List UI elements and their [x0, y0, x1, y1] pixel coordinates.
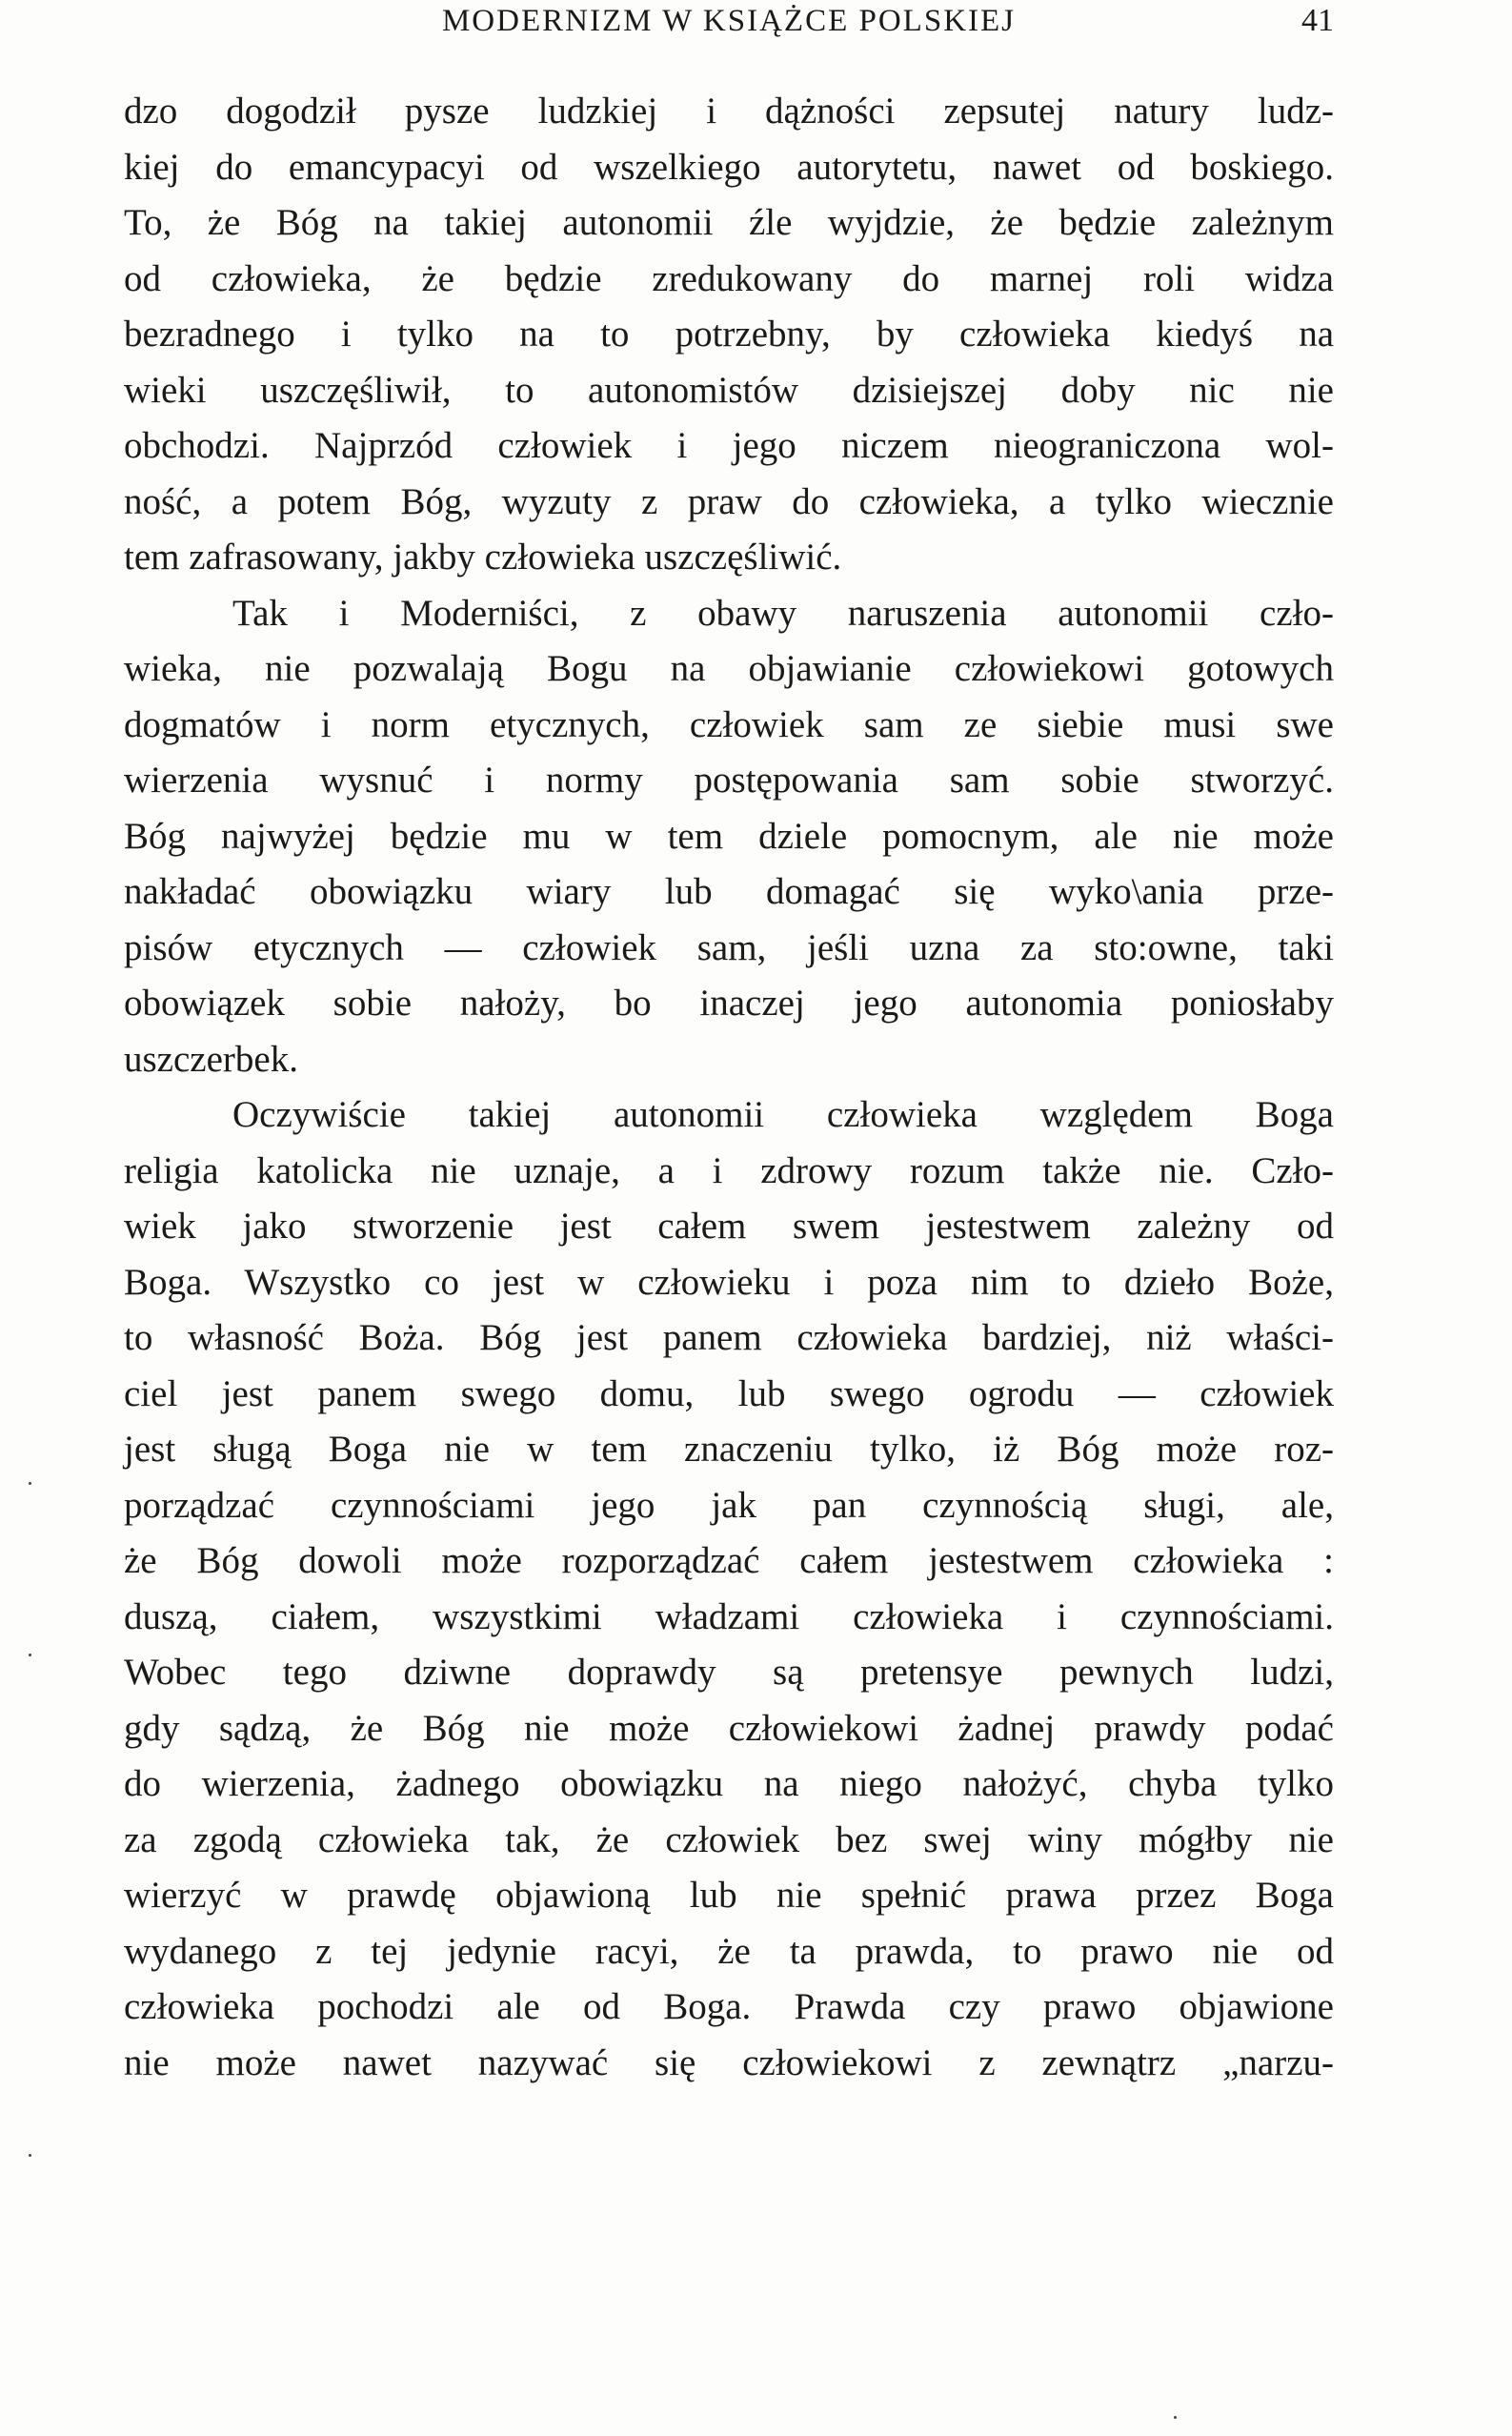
body-text [124, 84, 1334, 2091]
text-line: pisów etycznych — człowiek sam, jeśli uzna za sto:owne, taki [124, 926, 1334, 968]
text-line: To, że Bóg na takiej autonomii źle wyjdzie, że będzie zależnym [124, 202, 1334, 243]
text-line: Bóg najwyżej będzie mu w tem dziele pomocnym, ale nie może [124, 815, 1334, 857]
text-line: tem zafrasowany, jakby człowieka uszczęśliwić. [124, 537, 842, 578]
text-line: obowiązek sobie nałoży, bo inaczej jego autonomia poniosłaby [124, 983, 1334, 1024]
print-speck [29, 1482, 31, 1485]
text-line: obchodzi. Najprzód człowiek i jego niczem nieograniczona wol- [124, 425, 1334, 466]
print-speck [29, 2154, 31, 2157]
text-line: bezradnego i tylko na to potrzebny, by człowieka kiedyś na [124, 314, 1334, 355]
text-line: człowieka pochodzi ale od Boga. Prawda czy prawo objawione [124, 1986, 1334, 2027]
text-line: uszczerbek. [124, 1038, 298, 1080]
text-line: duszą, ciałem, wszystkimi władzami człowieka i czynnościami. [124, 1595, 1334, 1637]
text-line: Wobec tego dziwne doprawdy są pretensye pewnych ludzi, [124, 1652, 1334, 1693]
text-line: wierzenia wysnuć i normy postępowania sam sobie stworzyć. [124, 760, 1334, 801]
text-line: religia katolicka nie uznaje, a i zdrowy rozum także nie. Czło- [124, 1149, 1334, 1191]
page-header [124, 2, 1334, 40]
text-line: nie może nawet nazywać się człowiekowi z zewnątrz „narzu- [124, 2041, 1334, 2083]
text-line: jest sługą Boga nie w tem znaczeniu tylko, iż Bóg może roz- [124, 1429, 1334, 1470]
text-line: Boga. Wszystko co jest w człowieku i poza nim to dzieło Boże, [124, 1261, 1334, 1303]
text-line: ność, a potem Bóg, wyzuty z praw do człowieka, a tylko wiecznie [124, 480, 1334, 522]
text-line: dzo dogodził pysze ludzkiej i dążności zepsutej natury ludz- [124, 91, 1334, 132]
text-line: gdy sądzą, że Bóg nie może człowiekowi żadnej prawdy podać [124, 1707, 1334, 1749]
text-line: Oczywiście takiej autonomii człowieka względem Boga [232, 1094, 1334, 1135]
text-line: że Bóg dowoli może rozporządzać całem jestestwem człowieka : [124, 1540, 1334, 1581]
page-number: 41 [1301, 3, 1334, 38]
text-line: porządzać czynnościami jego jak pan czynnością sługi, ale, [124, 1484, 1334, 1526]
text-line: wieki uszczęśliwił, to autonomistów dzisiejszej doby nic nie [124, 369, 1334, 411]
text-line: do wierzenia, żadnego obowiązku na niego nałożyć, chyba tylko [124, 1763, 1334, 1804]
text-line: kiej do emancypacyi od wszelkiego autorytetu, nawet od boskiego. [124, 146, 1334, 188]
text-line: to własność Boża. Bóg jest panem człowieka bardziej, niż właści- [124, 1317, 1334, 1358]
print-speck [29, 1654, 31, 1656]
text-line: dogmatów i norm etycznych, człowiek sam ze siebie musi swe [124, 703, 1334, 745]
text-line: za zgodą człowieka tak, że człowiek bez swej winy mógłby nie [124, 1818, 1334, 1860]
text-line: nakładać obowiązku wiary lub domagać się wyko\ania prze- [124, 871, 1334, 912]
text-line: ciel jest panem swego domu, lub swego ogrodu — człowiek [124, 1372, 1334, 1414]
text-line: wierzyć w prawdę objawioną lub nie spełnić prawa przez Boga [124, 1875, 1334, 1916]
text-line: od człowieka, że będzie zredukowany do marnej roli widza [124, 257, 1334, 299]
text-line: Tak i Moderniści, z obawy naruszenia autonomii czło- [232, 592, 1334, 634]
text-line: wieka, nie pozwalają Bogu na objawianie człowiekowi gotowych [124, 648, 1334, 689]
running-head: MODERNIZM W KSIĄŻCE POLSKIEJ [441, 4, 1017, 38]
print-speck [1174, 2416, 1177, 2419]
text-line: wiek jako stworzenie jest całem swem jestestwem zależny od [124, 1206, 1334, 1247]
text-line: wydanego z tej jedynie racyi, że ta prawda, to prawo nie od [124, 1930, 1334, 1972]
